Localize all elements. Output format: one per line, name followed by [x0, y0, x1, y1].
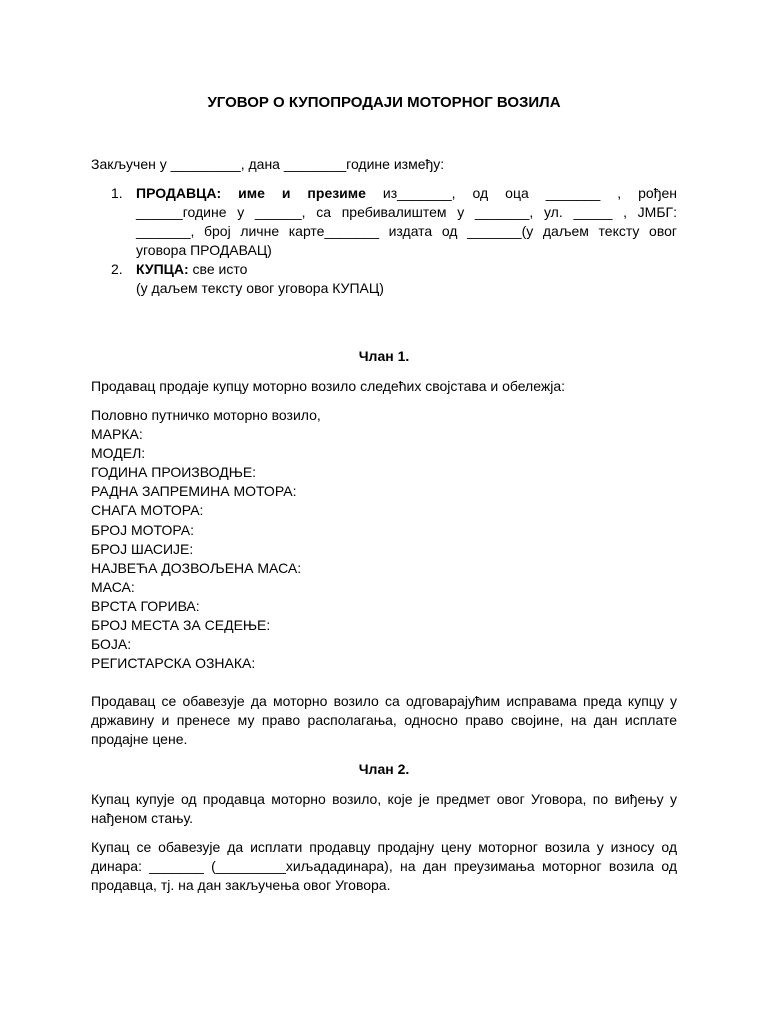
spec-line: БРОЈ МОТОРА: [91, 521, 194, 538]
contract-intro: Закључен у _________, дана ________године између: [91, 156, 445, 172]
spec-line: МОДЕЛ: [91, 445, 146, 462]
seller-label: ПРОДАВЦА: име и презиме [136, 185, 366, 201]
party-buyer [91, 260, 677, 298]
spec-line: БОЈА: [91, 636, 132, 653]
spec-line: МАРКА: [91, 426, 143, 443]
spec-line: МАСА: [91, 578, 135, 595]
article-2-heading: Члан 2. [358, 761, 410, 777]
seller-line-2: ______године у ______, са пребивалиштем у _______, ул. _____ , ЈМБГ: [136, 204, 677, 220]
article-1-obligation: Продавац се обавезује да моторно возило са одговарајућим исправама преда купцу у државину и пренесе му право располагања, односно право својине, на дан исплате продајне цене. [91, 693, 677, 747]
document-title: УГОВОР О КУПОПРОДАЈИ МОТОРНОГ ВОЗИЛА [207, 94, 561, 111]
spec-line: ГОДИНА ПРОИЗВОДЊЕ: [91, 464, 257, 481]
spec-line: НАЈВЕЋА ДОЗВОЉЕНА МАСА: [91, 559, 302, 576]
buyer-line-2: (у даљем тексту овог уговора КУПАЦ) [136, 280, 384, 296]
seller-line-3: _______, број личне карте_______ издата од _______(у даљем тексту овог [136, 223, 677, 239]
spec-line: БРОЈ ШАСИЈЕ: [91, 540, 194, 557]
party-seller [91, 184, 677, 260]
vehicle-specs [91, 406, 321, 673]
spec-line: Половно путничко моторно возило, [91, 407, 321, 423]
seller-line-4: уговора ПРОДАВАЦ) [136, 242, 272, 258]
parties-list [91, 184, 677, 298]
spec-line: СНАГА МОТОРА: [91, 502, 204, 519]
seller-line-1 [136, 184, 677, 203]
list-number: 2. [111, 261, 123, 277]
buyer-line-1-rest: све исто [188, 261, 248, 277]
article-1-intro: Продавац продаје купцу моторно возило следећих својстава и обележја: [91, 378, 566, 394]
article-2-paragraph-1: Купац купује од продавца моторно возило, које је предмет овог Уговора, по виђењу у нађеном стању. [91, 791, 677, 826]
article-2-paragraph-2: Купац се обавезује да исплати продавцу продајну цену моторног возила у износу од динара: _______ (_________хиљададинара), на дан преузимања моторног возила од продавца, тј. на дан закључења овог Уговора. [91, 839, 677, 893]
list-number: 1. [111, 185, 123, 201]
seller-line-1-rest: из_______, од оца _______ , рођен [365, 185, 677, 201]
spec-line: ВРСТА ГОРИВА: [91, 597, 200, 614]
article-1-heading: Члан 1. [358, 348, 410, 364]
spec-line: РЕГИСТАРСКА ОЗНАКА: [91, 655, 256, 672]
buyer-line-1 [136, 260, 677, 279]
buyer-label: КУПЦА: [136, 261, 189, 277]
spec-line: БРОЈ МЕСТА ЗА СЕДЕЊЕ: [91, 617, 271, 634]
spec-line: РАДНА ЗАПРЕМИНА МОТОРА: [91, 483, 297, 500]
